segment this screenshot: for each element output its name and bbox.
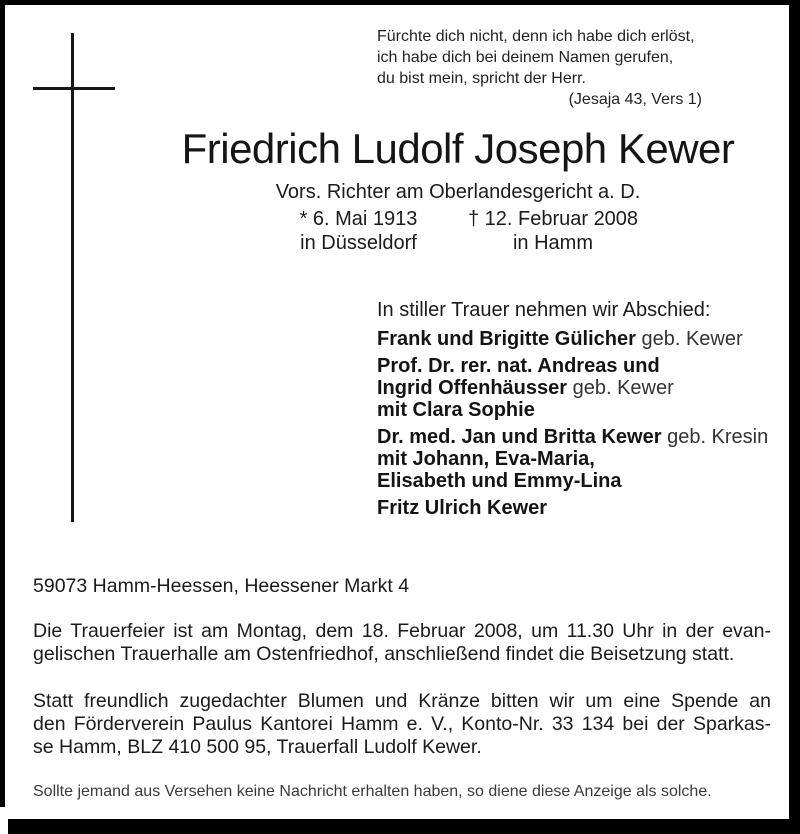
cross-vertical-bar: [71, 33, 74, 522]
death-date: † 12. Februar 2008: [467, 208, 639, 230]
quote-line: du bist mein, spricht der Herr.: [377, 70, 586, 87]
death-place: in Hamm: [512, 232, 593, 254]
birth-date: * 6. Mai 1913: [299, 208, 418, 230]
mourner-group: [377, 497, 768, 519]
mourner-group: [377, 328, 768, 350]
mourner-line: mit Clara Sophie: [377, 399, 535, 421]
deceased-name: Friedrich Ludolf Joseph Kewer: [181, 125, 735, 172]
scripture-quote: [377, 26, 702, 110]
donation-paragraph-line: den Förderverein Paulus Kantorei Hamm e. V., Konto-Nr. 33 134 bei der Sparkas-: [33, 713, 771, 735]
quote-line: Fürchte dich nicht, denn ich habe dich erlöst,: [377, 28, 695, 45]
scan-border-left: [0, 0, 5, 807]
scan-border-top: [0, 0, 800, 5]
mourner-line: Ingrid Offenhäusser geb. Kewer: [377, 377, 674, 399]
mourners-list: [377, 328, 768, 524]
funeral-paragraph-line: Die Trauerfeier ist am Montag, dem 18. Februar 2008, um 11.30 Uhr in der evan-: [33, 620, 771, 642]
mourner-line: mit Johann, Eva-Maria,: [377, 448, 595, 470]
donation-paragraph: [33, 690, 771, 759]
mourning-intro: In stiller Trauer nehmen wir Abschied:: [377, 299, 711, 321]
donation-paragraph-line: Statt freundlich zugedachter Blumen und Kränze bitten wir um eine Spende an: [33, 690, 771, 712]
mourner-line: Frank und Brigitte Gülicher geb. Kewer: [377, 328, 743, 350]
funeral-paragraph-line: gelischen Trauerhalle am Ostenfriedhof, anschließend findet die Beisetzung statt.: [33, 643, 735, 665]
mourner-line: Dr. med. Jan und Britta Kewer geb. Kresin: [377, 426, 769, 448]
birth-info: [286, 207, 431, 255]
deceased-title: Vors. Richter am Oberlandesgericht a. D.: [275, 181, 641, 203]
birth-place: in Düsseldorf: [300, 232, 417, 254]
death-info: [453, 207, 653, 255]
donation-paragraph-line: se Hamm, BLZ 410 500 95, Trauerfall Ludolf Kewer.: [33, 736, 482, 758]
address-line: 59073 Hamm-Heessen, Heessener Markt 4: [33, 575, 410, 597]
mourner-group: [377, 355, 768, 421]
funeral-paragraph: [33, 620, 771, 666]
mourner-group: [377, 426, 768, 492]
notice-line: Sollte jemand aus Versehen keine Nachricht erhalten haben, so diene diese Anzeige als solche.: [33, 783, 712, 800]
mourner-line: Fritz Ulrich Kewer: [377, 497, 548, 519]
cross-horizontal-bar: [33, 87, 115, 90]
mourner-line: Prof. Dr. rer. nat. Andreas und: [377, 355, 660, 377]
quote-line: ich habe dich bei deinem Namen gerufen,: [377, 49, 674, 66]
scan-border-bottom: [8, 819, 800, 834]
mourner-line: Elisabeth und Emmy-Lina: [377, 470, 622, 492]
quote-attribution: (Jesaja 43, Vers 1): [568, 91, 702, 108]
